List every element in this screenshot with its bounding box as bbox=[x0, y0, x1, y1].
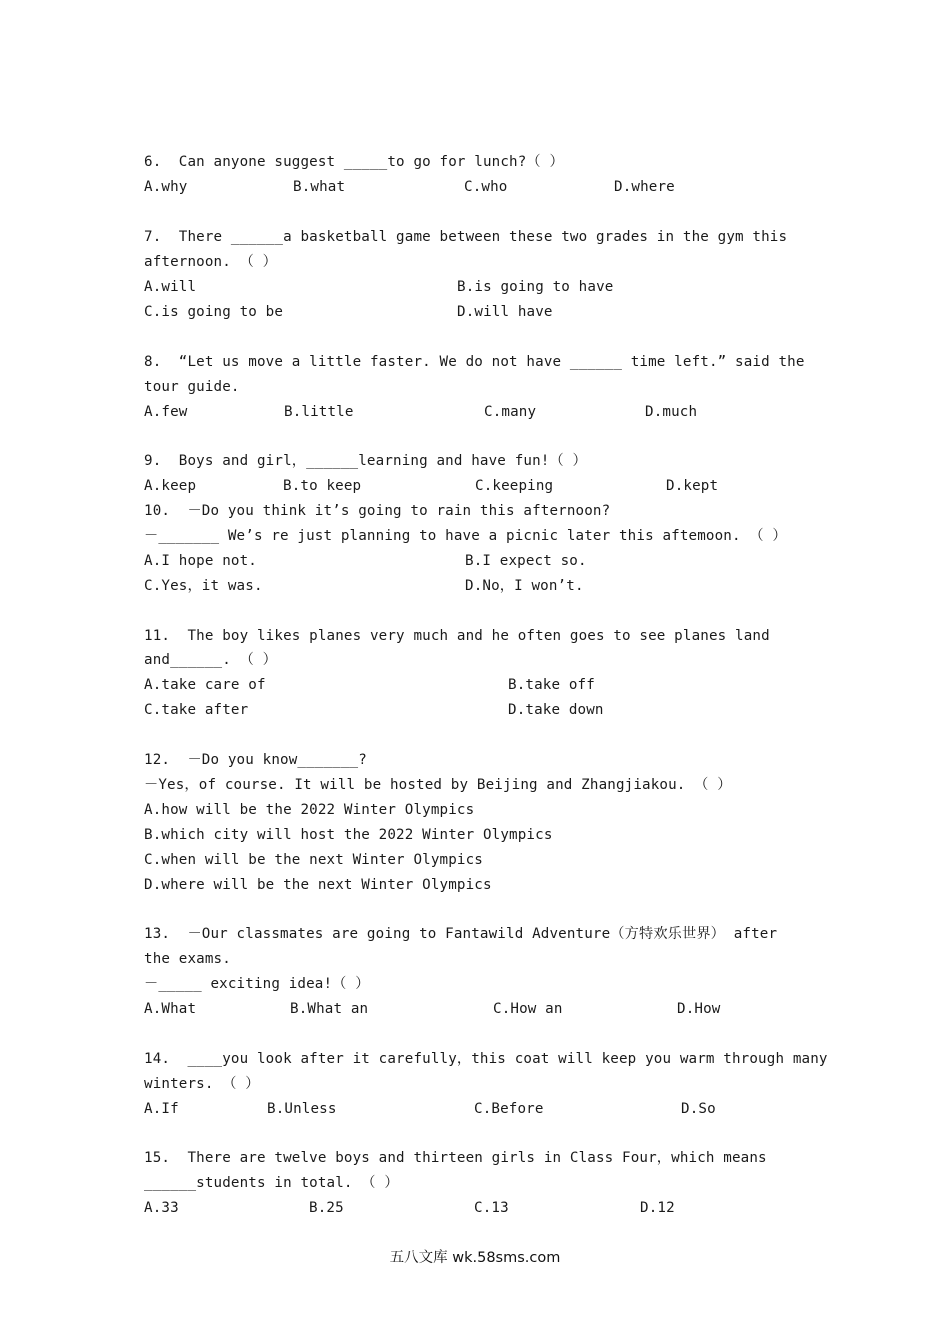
option-c: C.How an bbox=[493, 1001, 563, 1017]
question-stem: 11. The boy likes planes very much and he often goes to see planes land bbox=[144, 628, 770, 644]
option-a: A.why bbox=[144, 179, 188, 195]
option-c: C.who bbox=[464, 179, 508, 195]
question-stem: 8. “Let us move a little faster. We do not have ______ time left.” said the bbox=[144, 354, 805, 370]
option-a: A.will bbox=[144, 279, 197, 295]
question-stem-cont: and______. （ ） bbox=[144, 652, 277, 668]
question-stem: 9. Boys and girl，______learning and have fun!（ ） bbox=[144, 453, 587, 469]
option-c: C.keeping bbox=[475, 478, 554, 494]
option-a: A.keep bbox=[144, 478, 197, 494]
option-d: D.much bbox=[645, 404, 698, 420]
option-a: A.I hope not. bbox=[144, 553, 257, 569]
option-d: D.take down bbox=[508, 702, 604, 718]
option-b: B.to keep bbox=[283, 478, 362, 494]
option-c: C.is going to be bbox=[144, 304, 284, 320]
option-b: B.Unless bbox=[267, 1101, 337, 1117]
option-c: C.many bbox=[484, 404, 537, 420]
option-c: C.13 bbox=[474, 1200, 509, 1216]
option-d: D.12 bbox=[640, 1200, 675, 1216]
option-a: A.how will be the 2022 Winter Olympics bbox=[144, 802, 475, 818]
option-b: B.take off bbox=[508, 677, 595, 693]
option-b: B.what bbox=[293, 179, 346, 195]
option-d: D.where will be the next Winter Olympics bbox=[144, 877, 492, 893]
question-stem-cont: the exams. bbox=[144, 951, 231, 967]
question-stem: 7. There ______a basketball game between these two grades in the gym this bbox=[144, 229, 788, 245]
option-a: A.If bbox=[144, 1101, 179, 1117]
option-c: C.Yes，it was. bbox=[144, 578, 263, 594]
question-stem: 10. －Do you think it’s going to rain this afternoon? bbox=[144, 503, 611, 519]
option-a: A.33 bbox=[144, 1200, 179, 1216]
footer-watermark: 五八文库 wk.58sms.com bbox=[389, 1250, 561, 1266]
option-a: A.What bbox=[144, 1001, 197, 1017]
question-stem: 6. Can anyone suggest _____to go for lunch?（ ） bbox=[144, 154, 564, 170]
option-c: C.when will be the next Winter Olympics bbox=[144, 852, 483, 868]
option-a: A.take care of bbox=[144, 677, 266, 693]
option-b: B.I expect so. bbox=[465, 553, 587, 569]
option-d: D.will have bbox=[457, 304, 553, 320]
option-d: D.kept bbox=[666, 478, 719, 494]
question-stem: 15. There are twelve boys and thirteen girls in Class Four，which means bbox=[144, 1150, 767, 1166]
option-b: B.which city will host the 2022 Winter Olympics bbox=[144, 827, 553, 843]
option-b: B.little bbox=[284, 404, 354, 420]
option-c: C.Before bbox=[474, 1101, 544, 1117]
question-stem-cont: afternoon. （ ） bbox=[144, 254, 277, 270]
option-d: D.No，I won’t. bbox=[465, 578, 584, 594]
option-b: B.25 bbox=[309, 1200, 344, 1216]
option-c: C.take after bbox=[144, 702, 249, 718]
option-a: A.few bbox=[144, 404, 188, 420]
question-stem-cont: winters. （ ） bbox=[144, 1076, 260, 1092]
option-d: D.How bbox=[677, 1001, 721, 1017]
option-d: D.where bbox=[614, 179, 675, 195]
question-stem-cont: ______students in total. （ ） bbox=[144, 1175, 399, 1191]
question-stem-cont: －_______ We’s re just planning to have a picnic later this aftemoon. （ ） bbox=[144, 528, 787, 544]
option-d: D.So bbox=[681, 1101, 716, 1117]
option-b: B.is going to have bbox=[457, 279, 614, 295]
question-stem: 13. －Our classmates are going to Fantawild Adventure（方特欢乐世界） after bbox=[144, 926, 778, 942]
option-b: B.What an bbox=[290, 1001, 369, 1017]
question-stem-cont: tour guide. bbox=[144, 379, 240, 395]
question-stem: 12. －Do you know_______? bbox=[144, 752, 367, 768]
question-stem-reply: －_____ exciting idea!（ ） bbox=[144, 976, 370, 992]
question-stem: 14. ____you look after it carefully，this coat will keep you warm through many bbox=[144, 1051, 828, 1067]
question-stem-cont: －Yes，of course. It will be hosted by Beijing and Zhangjiakou. （ ） bbox=[144, 777, 732, 793]
